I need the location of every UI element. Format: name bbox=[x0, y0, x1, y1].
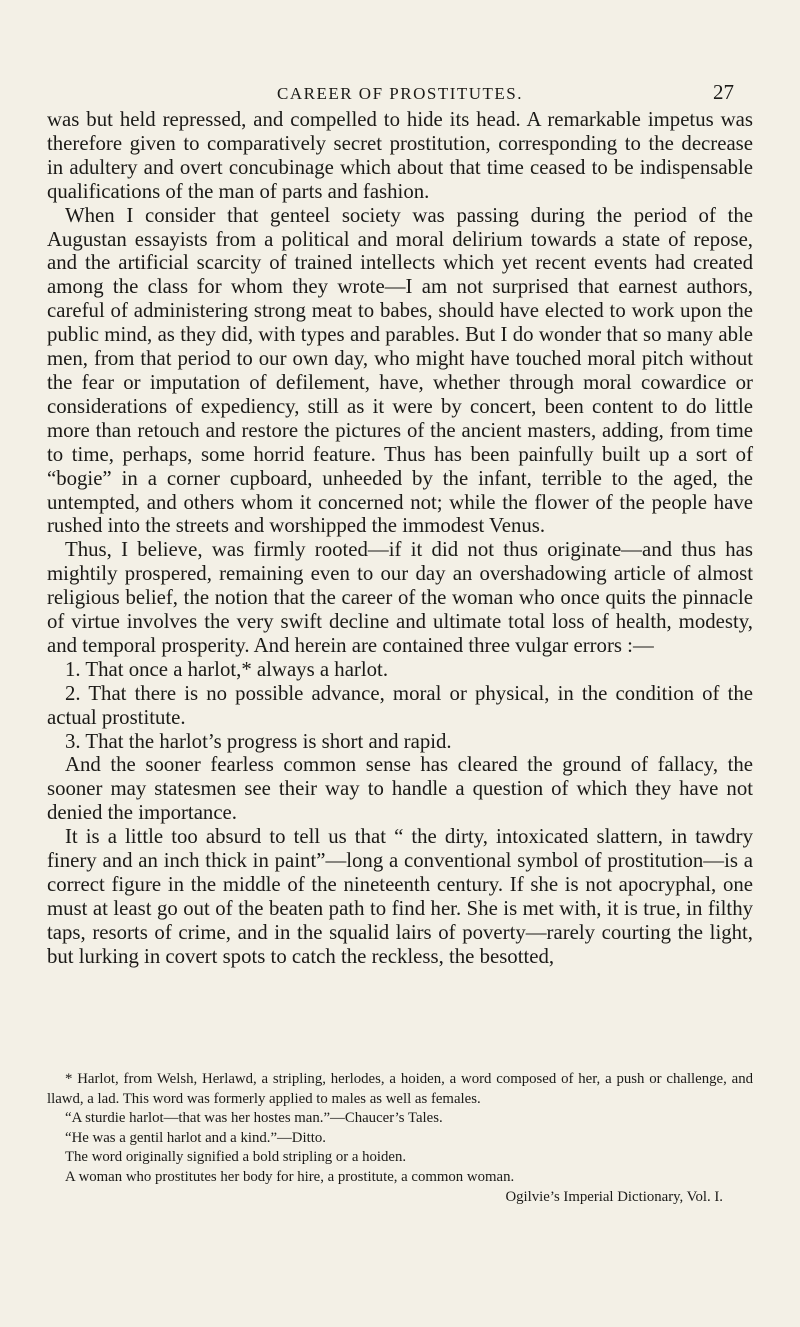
running-head: CAREER OF PROSTITUTES. bbox=[277, 84, 523, 103]
footnote: The word originally signified a bold stripling or a hoiden. bbox=[65, 1149, 407, 1166]
paragraph: Thus, I believe, was firmly rooted—if it did not thus originate—and thus has mightily prospered, remaining even to our day an overshadowing article of almost religious belief, the notion that the career of the woman who once quits the pinnacle of virtue involves the very swift decline and ultimate total loss of health, modesty, and temporal prosperity. And herein are contained three vulgar errors :— bbox=[47, 538, 753, 657]
paragraph: When I consider that genteel society was passing during the period of the Augustan essayists from a political and moral delirium towards a state of repose, and the artificial scarcity of trained intellects which yet recent events had created among the class for whom they wrote—I am not surprised that earnest authors, careful of administering strong meat to babes, should have elected to work upon the public mind, as they did, with types and parables. But I do wonder that so many able men, from that period to our own day, who might have touched moral pitch without the fear or imputation of defilement, have, whether through moral cowardice or considerations of expediency, still as it were by concert, been content to do little more than retouch and restore the pictures of the ancient masters, adding, from time to time, perhaps, some horrid feature. Thus has been painfully built up a sort of “bogie” in a corner cupboard, unheeded by the infant, terrible to the aged, the untempted, and others whom it concerned not; while the flower of the people have rushed into the streets and worshipped the immodest Venus. bbox=[47, 203, 753, 538]
error-item-3: 3. That the harlot’s progress is short and rapid. bbox=[65, 729, 452, 753]
body-text bbox=[47, 108, 753, 969]
footnote-citation: Ogilvie’s Imperial Dictionary, Vol. I. bbox=[505, 1188, 723, 1205]
footnote: * Harlot, from Welsh, Herlawd, a stripling, herlodes, a hoiden, a word composed of her, a push or challenge, and llawd, a lad. This word was formerly applied to males as well as females. bbox=[47, 1071, 753, 1107]
error-item-1: 1. That once a harlot,* always a harlot. bbox=[65, 657, 389, 681]
footnote: A woman who prostitutes her body for hire, a prostitute, a common woman. bbox=[65, 1168, 515, 1185]
footnotes bbox=[47, 1070, 753, 1207]
paragraph: It is a little too absurd to tell us that “ the dirty, intoxicated slattern, in tawdry finery and an inch thick in paint”—long a conventional symbol of prostitution—is a correct figure in the middle of the nineteenth century. If she is not apocryphal, one must at least go out of the beaten path to find her. She is met with, it is true, in filthy taps, resorts of crime, and in the squalid lairs of poverty—rarely courting the light, but lurking in covert spots to catch the reckless, the besotted, bbox=[47, 825, 753, 968]
paragraph: was but held repressed, and compelled to hide its head. A remarkable impetus was therefore given to comparatively secret prostitution, corresponding to the decrease in adultery and overt concubinage which about that time ceased to be indispensable qualifications of the man of parts and fashion. bbox=[47, 108, 753, 203]
footnote-quote: “He was a gentil harlot and a kind.”—Ditto. bbox=[65, 1129, 326, 1146]
error-item-2: 2. That there is no possible advance, moral or physical, in the condition of the actual prostitute. bbox=[47, 681, 753, 729]
page-number: 27 bbox=[713, 80, 734, 104]
paragraph: And the sooner fearless common sense has cleared the ground of fallacy, the sooner may statesmen see their way to handle a question of which they have not denied the importance. bbox=[47, 753, 753, 825]
footnote-quote: “A sturdie harlot—that was her hostes man.”—Chaucer’s Tales. bbox=[65, 1110, 443, 1127]
